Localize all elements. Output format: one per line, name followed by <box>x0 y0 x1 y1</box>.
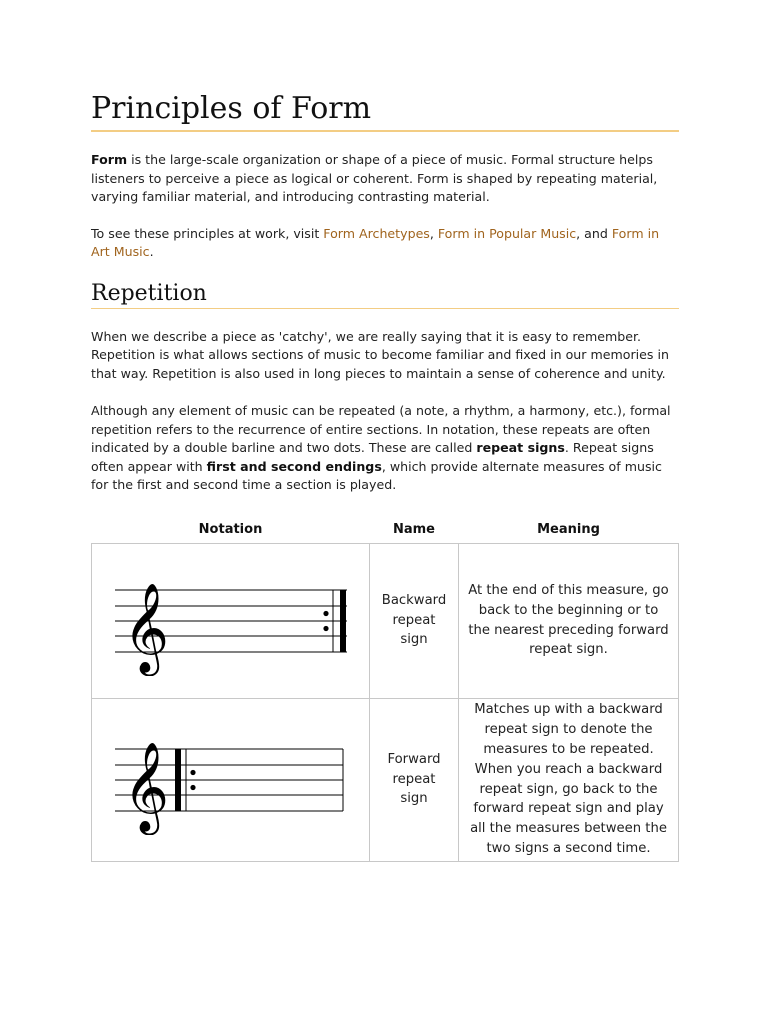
article <box>91 90 679 862</box>
notation-cell <box>92 543 370 698</box>
links-sep-1: , <box>429 225 438 241</box>
table-row <box>92 698 679 861</box>
repeat-signs-term: repeat signs <box>476 440 565 455</box>
repetition-heading: Repetition <box>91 280 679 309</box>
para2-text-a: Although any element of music can be repeated (a note, a rhythm, a harmony, etc.), formal repetition refers to the recurrence of entire sections. In notation, these repeats are often indicated by a double barline and two dots. These are called <box>91 403 671 455</box>
treble-clef-icon: 𝄞 <box>122 582 169 673</box>
intro-paragraph <box>91 151 679 207</box>
links-suffix: . <box>149 244 154 259</box>
links-paragraph <box>91 225 679 262</box>
para2-text-c: . Repeat signs often appear with <box>91 440 654 474</box>
form-archetypes-link[interactable]: Form Archetypes <box>323 225 430 241</box>
header-notation: Notation <box>198 522 263 537</box>
forward-repeat-sign-icon <box>111 725 351 835</box>
links-sep-2: , and <box>576 225 612 241</box>
backward-repeat-sign-icon <box>111 566 351 676</box>
endings-term: first and second endings <box>206 458 382 474</box>
page-title: Principles of Form <box>91 90 679 132</box>
meaning-cell: Matches up with a backward repeat sign to denote the measures to be repeated. When you reach a backward repeat sign, go back to the forward repeat sign and play all the measures between the two signs a second time. <box>459 698 679 861</box>
form-in-art-music-link[interactable]: Form in Art Music <box>91 225 660 259</box>
table-header-row <box>92 517 679 544</box>
header-meaning: Meaning <box>537 522 600 537</box>
intro-text: is the large-scale organization or shape of a piece of music. Formal structure helps listeners to perceive a piece as logical or coherent. Form is shaped by repeating material, varying familiar material, and introducing contrasting material. <box>91 152 658 204</box>
header-name: Name <box>392 522 435 537</box>
repetition-paragraph-2 <box>91 402 679 495</box>
name-cell: Backward repeat sign <box>370 543 459 698</box>
form-term: Form <box>91 152 128 167</box>
table-row <box>92 543 679 698</box>
form-in-popular-music-link[interactable]: Form in Popular Music <box>437 225 577 241</box>
treble-clef-icon: 𝄞 <box>122 741 169 832</box>
para2-text-e: , which provide alternate measures of music for the first and second time a section is played. <box>91 458 662 492</box>
name-cell: Forward repeat sign <box>370 698 459 861</box>
repeat-signs-table <box>91 517 679 862</box>
repetition-paragraph-1: When we describe a piece as 'catchy', we are really saying that it is easy to remember. Repetition is what allows sections of music to become familiar and fixed in our memories in that way. Repetition is also used in long pieces to maintain a sense of coherence and unity. <box>91 328 669 381</box>
notation-cell <box>92 698 370 861</box>
links-prefix: To see these principles at work, visit <box>91 225 324 241</box>
meaning-cell: At the end of this measure, go back to the beginning or to the nearest preceding forward repeat sign. <box>459 543 679 698</box>
